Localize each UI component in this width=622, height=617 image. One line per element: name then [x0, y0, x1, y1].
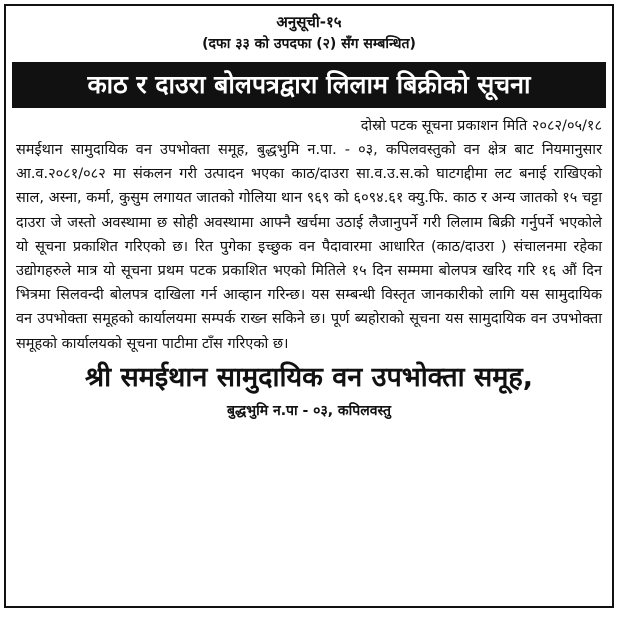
issuing-organization: श्री समईथान सामुदायिक वन उपभोक्ता समूह, [84, 361, 534, 393]
notice-title: काठ र दाउरा बोलपत्रद्वारा लिलाम बिक्रीको सूचना [12, 62, 606, 108]
section-reference: (दफा ३३ को उपदफा (२) सँग सम्बन्धित) [202, 36, 416, 52]
organization-address: बुद्धभुमि न.पा - ०३, कपिलवस्तु [227, 402, 391, 419]
notice-body: समईथान सामुदायिक वन उपभोक्ता समूह, बुद्धभुमि न.पा. - ०३, कपिलवस्तुको वन क्षेत्र बाट नियमानुसार आ.व.२०८१/०८२ मा संकलन गरी उत्पादन भएका काठ/दाउरा सा.व.उ.स.को घाटगद्दीमा लट बनाई राखिएको साल, अस्ना, कर्मा, कुसुम लगायत जातको गोलिया थान ९६९ को ६०९४.६१ क्यु.फि. काठ र अन्य जातको १५ चट्टा दाउरा जे जस्तो अवस्थामा छ सोही अवस्थामा आफ्नै खर्चमा उठाई लैजानुपर्ने गरी लिलाम बिक्री गर्नुपर्ने भएकोले यो सूचना प्रकाशित गरिएको छ। रित पुगेका इच्छुक वन पैदावारमा आधारित (काठ/दाउरा ) संचालनमा रहेका उद्योगहरुले मात्र यो सूचना प्रथम पटक प्रकाशित भएको मितिले १५ दिन सम्ममा बोलपत्र खरिद गरि १६ औं दिन भित्रमा सिलवन्दी बोलपत्र दाखिला गर्न आव्हान गरिन्छ। यस सम्बन्धी विस्तृत जानकारीको लागि यस सामुदायिक वन उपभोक्ता समूहको कार्यालयमा सम्पर्क राख्न सकिने छ। पूर्ण ब्यहोराको सूचना यस सामुदायिक वन उपभोक्ता समूहको कार्यालयको सूचना पाटीमा टाँस गरिएको छ। [16, 142, 602, 352]
publication-date: दोस्रो पटक सूचना प्रकाशन मिति २०८२/०५/१८ [360, 118, 602, 134]
schedule-heading: अनुसूची-१५ [276, 13, 342, 31]
public-notice [4, 4, 614, 608]
